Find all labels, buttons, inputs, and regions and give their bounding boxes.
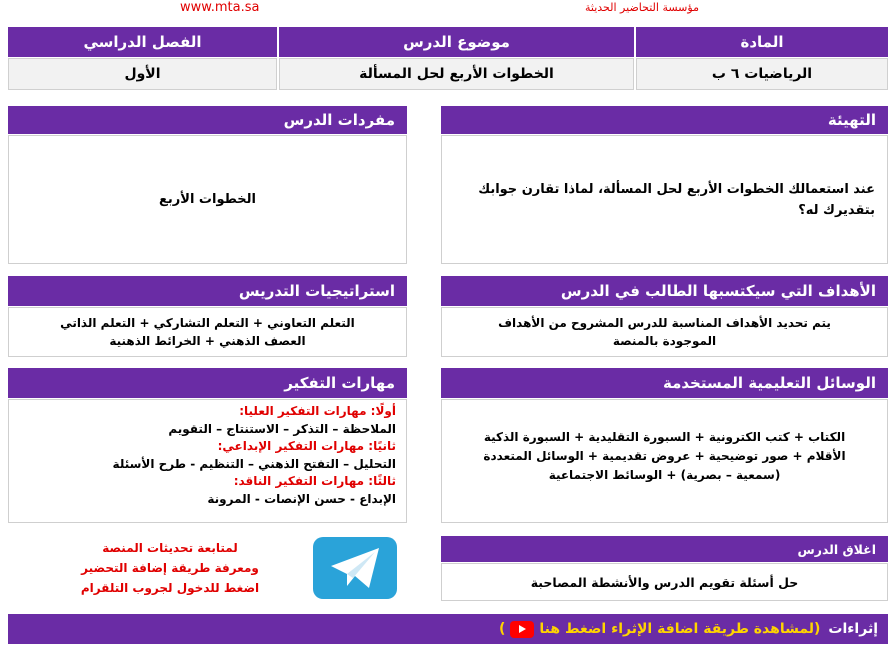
vocab-body	[8, 135, 407, 264]
topic-label: موضوع الدرس	[403, 33, 510, 51]
thinking-header	[8, 368, 407, 398]
enrichment-link-end: )	[499, 621, 506, 637]
strategies-body	[8, 307, 407, 357]
semester-label: الفصل الدراسي	[83, 33, 202, 51]
telegram-line3: اضغط للدخول لجروب التلقرام	[80, 581, 260, 595]
closing-body	[441, 563, 888, 601]
thinking-title: مهارات التفكير	[284, 374, 395, 392]
warmup-title: التهيئة	[827, 111, 876, 129]
thinking-l1: الملاحظة – التذكر – الاستنتاج – التقويم	[168, 421, 396, 436]
warmup-header	[441, 106, 888, 134]
enrichment-bar	[8, 614, 888, 644]
resources-body	[441, 399, 888, 523]
warmup-body	[441, 135, 888, 264]
resources-line3: (سمعية – بصرية) + الوسائط الاجتماعية	[548, 468, 781, 482]
thinking-l2: التحليل – التفتح الذهني – التنظيم - طرح الأسئلة	[112, 456, 396, 471]
resources-line2: الأقلام + صور توضيحية + عروض تقديمية + الوسائل المتعددة	[483, 449, 846, 463]
resources-title: الوسائل التعليمية المستخدمة	[663, 374, 876, 392]
telegram-promo[interactable]	[60, 538, 280, 598]
semester-header	[8, 27, 277, 57]
topic-value: الخطوات الأربع لحل المسألة	[279, 58, 634, 90]
vocab-title: مفردات الدرس	[283, 111, 395, 129]
subject-header	[636, 27, 888, 57]
objectives-body	[441, 307, 888, 357]
thinking-h1: أولًا: مهارات التفكير العليا:	[239, 404, 396, 418]
strategies-header	[8, 276, 407, 306]
enrichment-label: إثراءات	[828, 621, 878, 637]
telegram-line1: لمتابعة تحديثات المنصة	[102, 541, 238, 555]
subject-label: المادة	[740, 33, 784, 51]
youtube-icon[interactable]	[510, 621, 534, 638]
semester-value: الأول	[8, 58, 277, 90]
thinking-h3: ثالثًا: مهارات التفكير الناقد:	[233, 474, 396, 488]
objectives-title: الأهداف التي سيكتسبها الطالب في الدرس	[560, 282, 876, 300]
closing-title: اغلاق الدرس	[797, 541, 876, 557]
strategies-line2: العصف الذهني + الخرائط الذهنية	[109, 334, 306, 348]
thinking-body	[8, 399, 407, 523]
resources-line1: الكتاب + كتب الكترونية + السبورة التقليدية + السبورة الذكية	[483, 430, 846, 444]
telegram-icon[interactable]	[313, 537, 397, 599]
closing-header	[441, 536, 888, 562]
vocab-header	[8, 106, 407, 134]
objectives-text: يتم تحديد الأهداف المناسبة للدرس المشروح من الأهداف الموجودة بالمنصة	[498, 316, 831, 348]
org-name: مؤسسة التحاضير الحديثة	[585, 1, 699, 14]
thinking-h2: ثانيًا: مهارات التفكير الإبداعي:	[217, 439, 396, 453]
objectives-header	[441, 276, 888, 306]
resources-header	[441, 368, 888, 398]
enrichment-link[interactable]: (لمشاهدة طريقة اضافة الإثراء اضغط هنا	[539, 621, 821, 637]
subject-value: الرياضيات ٦ ب	[636, 58, 888, 90]
topic-header	[279, 27, 634, 57]
vocab-text: الخطوات الأربع	[159, 192, 256, 207]
strategies-line1: التعلم التعاوني + التعلم التشاركي + التعلم الذاتي	[60, 316, 355, 330]
warmup-text: عند استعمالك الخطوات الأربع لحل المسألة، لماذا تقارن جوابك بتقديرك له؟	[478, 181, 875, 218]
thinking-l3: الإبداع - حسن الإنصات - المرونة	[207, 491, 396, 506]
closing-text: حل أسئلة تقويم الدرس والأنشطة المصاحبة	[530, 574, 799, 590]
telegram-line2: ومعرفة طريقة إضافة التحضير	[81, 561, 259, 575]
website-link[interactable]: www.mta.sa	[180, 0, 260, 15]
strategies-title: استراتيجيات التدريس	[238, 282, 395, 300]
